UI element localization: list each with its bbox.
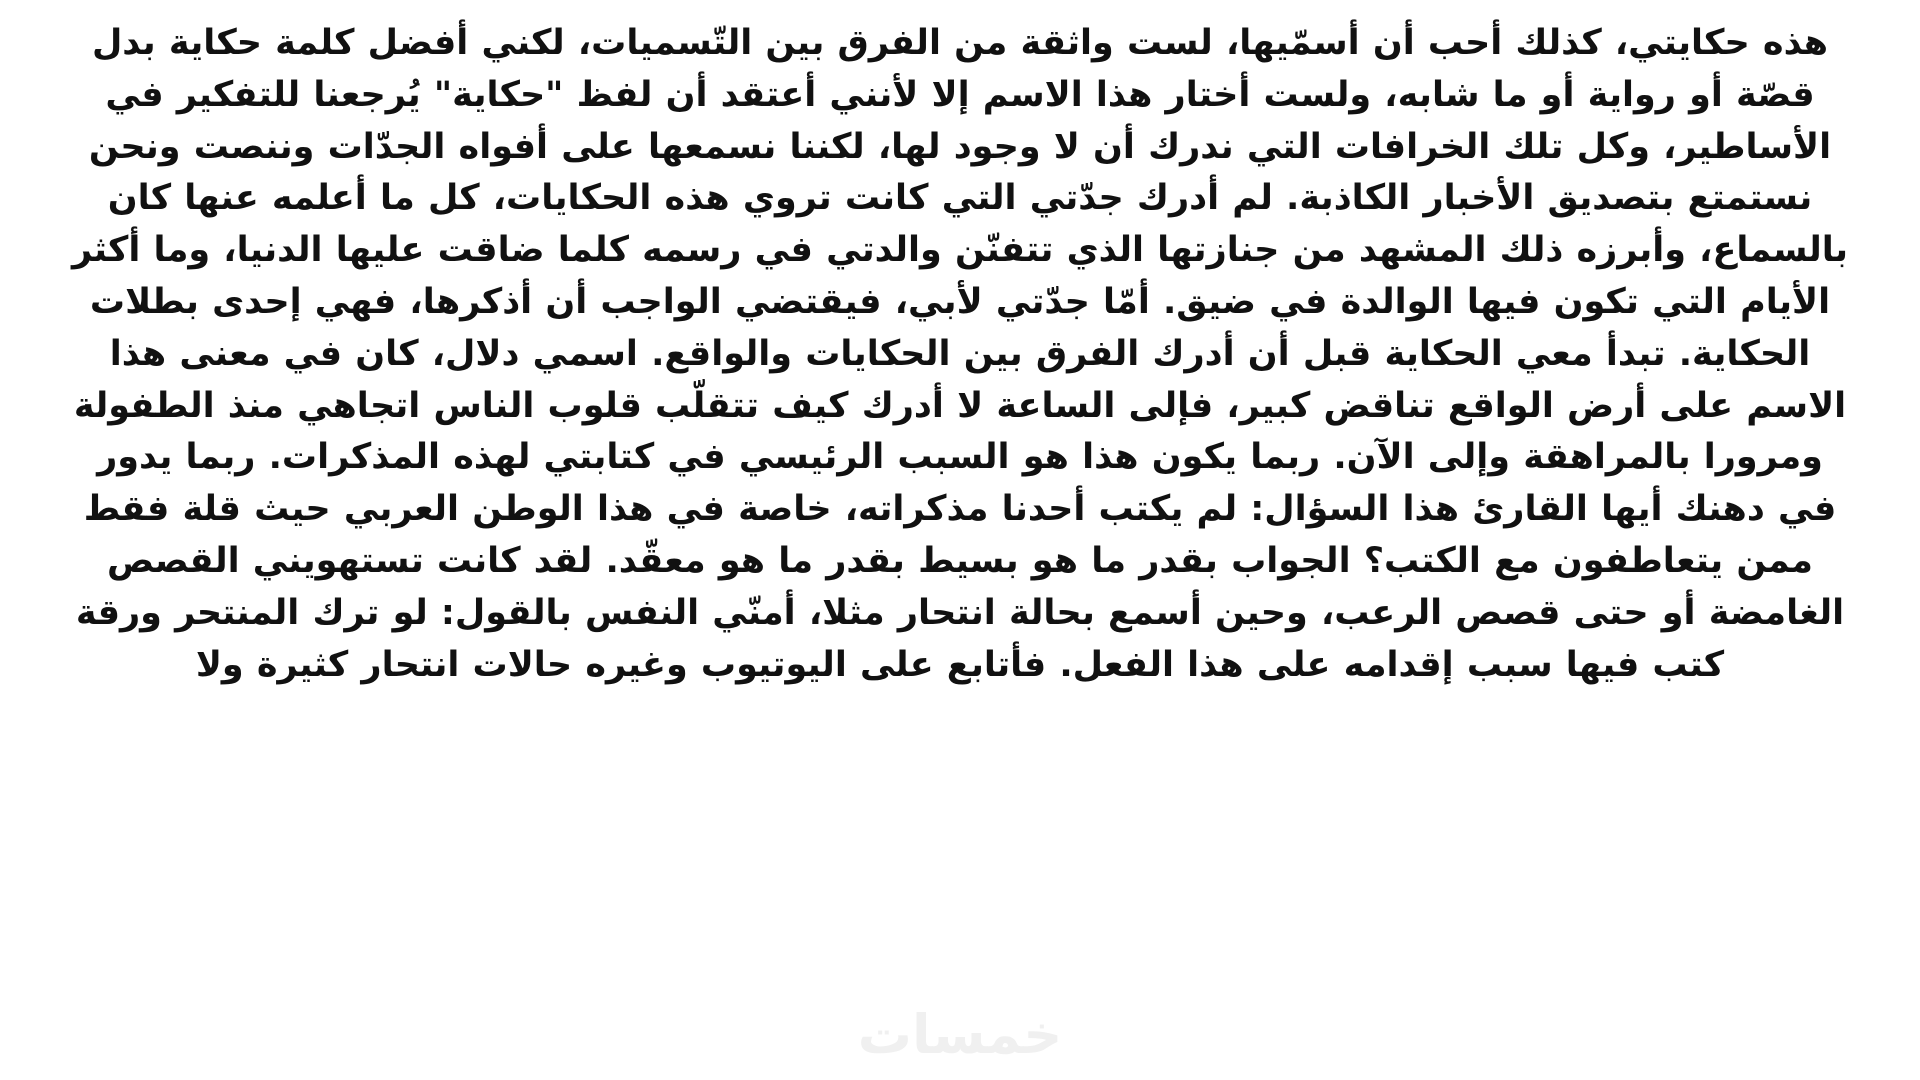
- document-body-text: هذه حكايتي، كذلك أحب أن أسمّيها، لست واثقة من الفرق بين التّسميات، لكني أفضل كلمة حكاية بدل قصّة أو رواية أو ما شابه، ولست أختار هذا الاسم إلا لأنني أعتقد أن لفظ "حكاية" يُرجعنا للتفكير في الأساطير، وكل تلك الخرافات التي ندرك أن لا وجود لها، لكننا نسمعها على أفواه الجدّات وننصت ونحن نستمتع بتصديق الأخبار الكاذبة. لم أدرك جدّتي التي كانت تروي هذه الحكايات، كل ما أعلمه عنها كان بالسماع، وأبرزه ذلك المشهد من جنازتها الذي تتفنّن والدتي في رسمه كلما ضاقت عليها الدنيا، وما أكثر الأيام التي تكون فيها الوالدة في ضيق. أمّا جدّتي لأبي، فيقتضي الواجب أن أذكرها، فهي إحدى بطلات الحكاية. تبدأ معي الحكاية قبل أن أدرك الفرق بين الحكايات والواقع. اسمي دلال، كان في معنى هذا الاسم على أرض الواقع تناقض كبير، فإلى الساعة لا أدرك كيف تتقلّب قلوب الناس اتجاهي منذ الطفولة ومرورا بالمراهقة وإلى الآن. ربما يكون هذا هو السبب الرئيسي في كتابتي لهذه المذكرات. ربما يدور في دهنك أيها القارئ هذا السؤال: لم يكتب أحدنا مذكراته، خاصة في هذا الوطن العربي حيث قلة فقط ممن يتعاطفون مع الكتب؟ الجواب بقدر ما هو بسيط بقدر ما هو معقّد. لقد كانت تستهويني القصص الغامضة أو حتى قصص الرعب، وحين أسمع بحالة انتحار مثلا، أمنّي النفس بالقول: لو ترك المنتحر ورقة كتب فيها سبب إقدامه على هذا الفعل. فأتابع على اليوتيوب وغيره حالات انتحار كثيرة ولا: [58, 23, 1849, 685]
- watermark-container: [0, 1003, 1920, 1066]
- watermark-text: خمسات: [857, 1003, 1063, 1066]
